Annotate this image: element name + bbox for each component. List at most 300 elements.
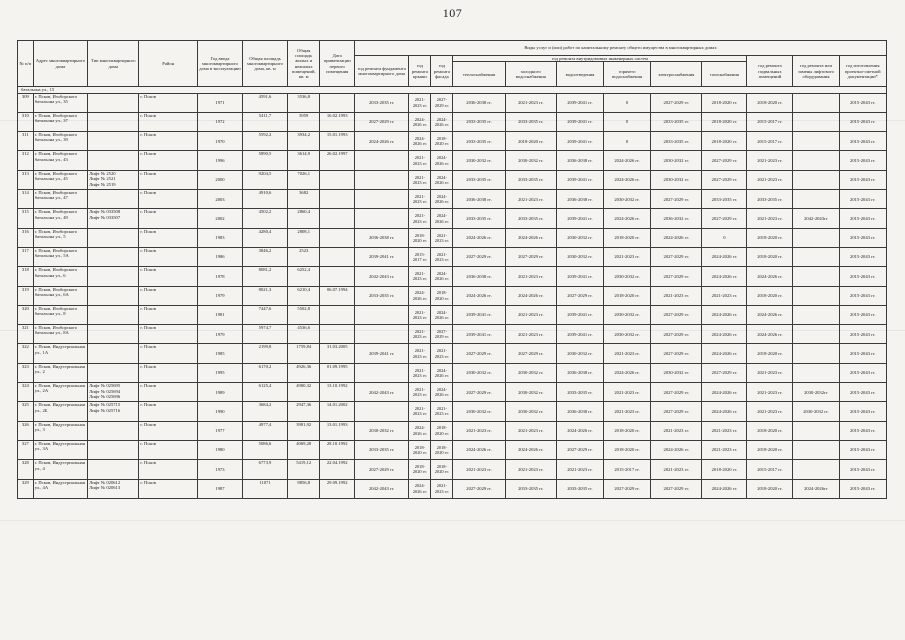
lift-number: Лифт № 025696 (89, 394, 121, 400)
cell-heating: 2036-2038 гг. (453, 93, 505, 112)
lift-number: Лифт № 020613 (89, 485, 121, 491)
cell-gas: 2024-2026 гг. (702, 402, 747, 421)
header-drainage: водоотведения (556, 62, 603, 87)
cell-elevator (793, 151, 839, 170)
cell-cold-water: 2021-2023 гг. (505, 190, 556, 209)
cell-hot-water: 2024-2026 гг. (604, 170, 651, 189)
cell-project-docs: 2015-2043 гг. (839, 228, 887, 247)
cell-district: г. Псков (139, 93, 198, 112)
cell-lift-type (88, 267, 139, 286)
lift-number: Лифт № 2521 (89, 176, 116, 182)
cell-basement: 2018-2020 гг. (747, 421, 793, 440)
scan-line (0, 120, 905, 121)
cell-cold-water: 2021-2023 гг. (505, 325, 556, 344)
cell-year-built: 1972 (198, 112, 243, 131)
cell-foundation: 2033-2035 гг. (354, 286, 408, 305)
header-num: № п/п (18, 41, 34, 87)
cell-district: г. Псков (139, 209, 198, 228)
scan-line (0, 520, 905, 521)
cell-district: г. Псков (139, 421, 198, 440)
cell-facade: 2021-2023 гг. (431, 402, 453, 421)
cell-hot-water: 0 (604, 112, 651, 131)
cell-living-area: 8856,8 (288, 479, 320, 498)
table-row (18, 402, 887, 421)
cell-basement: 2015-2017 гг. (747, 132, 793, 151)
cell-district: г. Псков (139, 479, 198, 498)
cell-facade: 2024-2026 гг. (431, 383, 453, 402)
cell-electricity: 2021-2023 гг. (651, 460, 702, 479)
capital-repair-table (17, 40, 887, 499)
cell-num: 313 (18, 170, 34, 189)
header-year-built: Год ввода многоквартирного дома в эксплуатацию (198, 41, 243, 87)
cell-elevator (793, 363, 839, 382)
header-heating: теплоснабжения (453, 62, 505, 87)
cell-foundation: 2039-2041 гг. (354, 247, 408, 266)
cell-cold-water: 2024-2026 гг. (505, 286, 556, 305)
cell-hot-water: 2030-2032 гг. (604, 325, 651, 344)
cell-address: г. Псков, Индустриальная ул., 3 (33, 421, 87, 440)
cell-heating: 2021-2023 гг. (453, 460, 505, 479)
cell-drainage: 2039-2041 гг. (556, 325, 603, 344)
cell-num: 314 (18, 190, 34, 209)
cell-district: г. Псков (139, 305, 198, 324)
cell-address: г. Псков, Изоборского батальона ул., 8А (33, 325, 87, 344)
cell-lift-type (88, 132, 139, 151)
cell-total-area: 2199,8 (243, 344, 288, 363)
cell-drainage: 2036-2038 гг. (556, 363, 603, 382)
table-row (18, 228, 887, 247)
cell-living-area: 3934,2 (288, 132, 320, 151)
cell-lift-type (88, 190, 139, 209)
cell-lift-type (88, 286, 139, 305)
cell-facade: 2018-2020 гг. (431, 460, 453, 479)
cell-electricity: 2027-2029 гг. (651, 267, 702, 286)
table-row (18, 479, 887, 498)
cell-total-area: 4977,4 (243, 421, 288, 440)
cell-district: г. Псков (139, 286, 198, 305)
cell-elevator: 2042-2043гг (793, 209, 839, 228)
cell-gas: 2018-2020 гг. (702, 132, 747, 151)
cell-total-area: 5411,7 (243, 112, 288, 131)
cell-privatization-date (320, 228, 355, 247)
cell-lift-type (88, 170, 139, 189)
cell-project-docs: 2015-2043 гг. (839, 383, 887, 402)
cell-roof: 2024-2026 гг. (409, 112, 431, 131)
cell-electricity: 2027-2029 гг. (651, 383, 702, 402)
cell-project-docs: 2015-2043 гг. (839, 170, 887, 189)
cell-year-built: 1981 (198, 305, 243, 324)
cell-total-area: 6773,9 (243, 460, 288, 479)
cell-drainage: 2030-2032 гг. (556, 344, 603, 363)
cell-drainage: 2021-2023 гг. (556, 460, 603, 479)
cell-gas: 2024-2026 гг. (702, 305, 747, 324)
cell-gas: 2018-2020 гг. (702, 112, 747, 131)
cell-gas: 0 (702, 228, 747, 247)
header-living-area: Общая площадь жилых и нежилых помещений, кв. м (288, 41, 320, 87)
cell-elevator (793, 460, 839, 479)
cell-drainage: 2039-2041 гг. (556, 209, 603, 228)
cell-roof: 2021-2023 гг. (409, 190, 431, 209)
cell-electricity: 2024-2026 гг. (651, 228, 702, 247)
cell-basement: 2021-2023 гг. (747, 209, 793, 228)
cell-project-docs: 2015-2043 гг. (839, 286, 887, 305)
cell-roof: 2018-2020 гг. (409, 460, 431, 479)
table-row (18, 383, 887, 402)
cell-elevator (793, 440, 839, 459)
cell-privatization-date (320, 190, 355, 209)
cell-heating: 2030-2032 гг. (453, 402, 505, 421)
cell-total-area: 4591,6 (243, 93, 288, 112)
cell-drainage: 2039-2041 гг. (556, 93, 603, 112)
cell-cold-water: 2021-2023 гг. (505, 305, 556, 324)
cell-hot-water: 2018-2020 гг. (604, 286, 651, 305)
lift-number: Лифт № 025715 (89, 402, 121, 408)
cell-privatization-date: 13.01.1993 (320, 421, 355, 440)
cell-district: г. Псков (139, 460, 198, 479)
cell-privatization-date: 06.07.1994 (320, 286, 355, 305)
cell-roof: 2021-2023 гг. (409, 151, 431, 170)
cell-lift-type (88, 325, 139, 344)
cell-project-docs: 2015-2043 гг. (839, 479, 887, 498)
cell-facade: 2024-2026 гг. (431, 305, 453, 324)
cell-district: г. Псков (139, 363, 198, 382)
header-basement: год ремонта подвальных помещений (747, 56, 793, 87)
cell-cold-water: 2033-2035 гг. (505, 170, 556, 189)
cell-facade: 2021-2023 гг. (431, 344, 453, 363)
cell-foundation (354, 209, 408, 228)
cell-facade: 2027-2029 гг. (431, 93, 453, 112)
cell-num: 327 (18, 440, 34, 459)
cell-drainage: 2039-2041 гг. (556, 305, 603, 324)
lift-number: Лифт № 033508 (89, 209, 121, 215)
cell-roof: 2021-2023 гг. (409, 402, 431, 421)
scan-line (0, 330, 905, 331)
cell-total-area: 5592,2 (243, 132, 288, 151)
cell-facade: 2024-2026 гг. (431, 209, 453, 228)
cell-heating: 2027-2029 гг. (453, 344, 505, 363)
cell-privatization-date (320, 93, 355, 112)
cell-address: г. Псков, Изоборского батальона ул., 37 (33, 112, 87, 131)
cell-lift-type (88, 344, 139, 363)
cell-year-built: 1985 (198, 344, 243, 363)
header-privatization-date: Дата приватизации первого помещения (320, 41, 355, 87)
cell-hot-water: 2018-2020 гг. (604, 440, 651, 459)
cell-num: 317 (18, 247, 34, 266)
cell-heating: 2039-2041 гг. (453, 305, 505, 324)
cell-drainage: 2024-2026 гг. (556, 421, 603, 440)
cell-electricity: 2027-2029 гг. (651, 325, 702, 344)
cell-num: 311 (18, 132, 34, 151)
cell-roof: 2024-2026 гг. (409, 479, 431, 498)
cell-roof: 2021-2023 гг. (409, 325, 431, 344)
cell-facade: 2024-2026 гг. (431, 267, 453, 286)
cell-district: г. Псков (139, 190, 198, 209)
cell-electricity: 2024-2026 гг. (651, 440, 702, 459)
cell-heating: 2021-2023 гг. (453, 421, 505, 440)
lift-number: Лифт № 2520 (89, 170, 116, 176)
cell-year-built: 1979 (198, 325, 243, 344)
cell-foundation: 2042-2043 гг. (354, 267, 408, 286)
cell-num: 321 (18, 325, 34, 344)
cell-year-built: 1973 (198, 460, 243, 479)
cell-basement: 2033-2035 гг. (747, 190, 793, 209)
cell-living-area: 3536,8 (288, 93, 320, 112)
cell-heating: 2030-2032 гг. (453, 363, 505, 382)
cell-lift-type (88, 112, 139, 131)
table-row (18, 93, 887, 112)
cell-heating: 2024-2026 гг. (453, 228, 505, 247)
cell-hot-water: 2030-2032 гг. (604, 190, 651, 209)
cell-roof: 2021-2023 гг. (409, 344, 431, 363)
cell-address: г. Псков, Изоборского батальона ул., 49 (33, 209, 87, 228)
cell-gas: 2021-2023 гг. (702, 286, 747, 305)
cell-num: 318 (18, 267, 34, 286)
cell-gas: 2024-2026 гг. (702, 383, 747, 402)
cell-num: 312 (18, 151, 34, 170)
cell-hot-water: 0 (604, 93, 651, 112)
continuation-caption: батальона ул., 15 (18, 87, 887, 93)
cell-lift-type (88, 93, 139, 112)
cell-district: г. Псков (139, 132, 198, 151)
cell-cold-water: 2021-2023 гг. (505, 93, 556, 112)
cell-living-area: 4069,28 (288, 440, 320, 459)
cell-privatization-date (320, 209, 355, 228)
cell-drainage: 2030-2032 гг. (556, 228, 603, 247)
cell-num: 316 (18, 228, 34, 247)
cell-total-area: 4502,2 (243, 209, 288, 228)
cell-hot-water: 2030-2032 гг. (604, 305, 651, 324)
lift-number: Лифт № 025716 (89, 407, 121, 413)
header-works-group: Виды услуг и (или) работ по капитальному ремонту общего имущества в многоквартирных домах (354, 41, 886, 56)
table-row (18, 170, 887, 189)
cell-district: г. Псков (139, 267, 198, 286)
cell-basement: 2015-2017 гг. (747, 460, 793, 479)
cell-total-area: 4280,4 (243, 228, 288, 247)
cell-hot-water: 2027-2029 гг. (604, 479, 651, 498)
cell-living-area: 4900,32 (288, 383, 320, 402)
cell-address: г. Псков, Изоборского батальона ул., 5А (33, 247, 87, 266)
cell-project-docs: 2015-2043 гг. (839, 112, 887, 131)
cell-basement: 2018-2020 гг. (747, 93, 793, 112)
cell-district: г. Псков (139, 344, 198, 363)
cell-drainage: 2027-2029 гг. (556, 286, 603, 305)
cell-district: г. Псков (139, 247, 198, 266)
cell-address: г. Псков, Индустриальная ул., 2Б (33, 402, 87, 421)
cell-electricity: 2036-2032 гг. (651, 209, 702, 228)
cell-elevator (793, 228, 839, 247)
cell-address: г. Псков, Изоборского батальона ул., 39 (33, 132, 87, 151)
cell-district: г. Псков (139, 170, 198, 189)
cell-project-docs: 2015-2043 гг. (839, 93, 887, 112)
cell-hot-water: 0 (604, 132, 651, 151)
cell-heating: 2027-2029 гг. (453, 479, 505, 498)
cell-address: г. Псков, Индустриальная ул., 4А (33, 479, 87, 498)
cell-elevator (793, 267, 839, 286)
cell-foundation: 2027-2029 гг. (354, 112, 408, 131)
cell-project-docs: 2015-2043 гг. (839, 305, 887, 324)
cell-basement: 2018-2020 гг. (747, 344, 793, 363)
cell-living-area: 2860,4 (288, 209, 320, 228)
cell-lift-type (88, 363, 139, 382)
cell-elevator (793, 286, 839, 305)
cell-heating: 2024-2026 гг. (453, 440, 505, 459)
cell-num: 328 (18, 460, 34, 479)
table-row (18, 460, 887, 479)
cell-drainage: 2036-2038 гг. (556, 151, 603, 170)
cell-living-area: 2808,1 (288, 228, 320, 247)
cell-project-docs: 2015-2043 гг. (839, 325, 887, 344)
cell-foundation: 2042-2043 гг. (354, 383, 408, 402)
cell-gas: 2027-2029 гг. (702, 170, 747, 189)
cell-roof: 2024-2026 гг. (409, 132, 431, 151)
cell-gas: 2018-2020 гг. (702, 460, 747, 479)
table-row (18, 325, 887, 344)
cell-lift-type (88, 460, 139, 479)
cell-address: г. Псков, Изоборского батальона ул., 6 (33, 267, 87, 286)
cell-total-area: 6170,2 (243, 363, 288, 382)
cell-electricity: 2027-2029 гг. (651, 247, 702, 266)
cell-project-docs: 2015-2043 гг. (839, 267, 887, 286)
cell-project-docs: 2015-2043 гг. (839, 209, 887, 228)
cell-num: 309 (18, 93, 34, 112)
cell-year-built: 1979 (198, 286, 243, 305)
cell-hot-water: 2030-2032 гг. (604, 267, 651, 286)
cell-facade: 2024-2026 гг. (431, 112, 453, 131)
cell-cold-water: 2033-2035 гг. (505, 112, 556, 131)
cell-heating: 2033-2035 гг. (453, 209, 505, 228)
cell-lift-type (88, 305, 139, 324)
cell-basement: 2021-2023 гг. (747, 151, 793, 170)
cell-cold-water: 2030-2032 гг. (505, 383, 556, 402)
cell-total-area: 6125,4 (243, 383, 288, 402)
table-row (18, 267, 887, 286)
cell-heating: 2027-2029 гг. (453, 383, 505, 402)
cell-project-docs: 2015-2043 гг. (839, 363, 887, 382)
cell-gas: 2033-2035 гг. (702, 190, 747, 209)
cell-project-docs: 2015-2043 гг. (839, 247, 887, 266)
cell-project-docs: 2015-2043 гг. (839, 344, 887, 363)
cell-cold-water: 2024-2026 гг. (505, 440, 556, 459)
cell-roof: 2021-2023 гг. (409, 93, 431, 112)
cell-hot-water: 2024-2026 гг. (604, 209, 651, 228)
cell-gas: 2024-2026 гг. (702, 325, 747, 344)
cell-living-area: 3981,92 (288, 421, 320, 440)
table-body (18, 87, 887, 499)
cell-lift-type (88, 383, 139, 402)
cell-year-built: 1995 (198, 363, 243, 382)
cell-living-area: 4536,6 (288, 325, 320, 344)
cell-roof: 2024-2026 гг. (409, 421, 431, 440)
cell-gas: 2024-2026 гг. (702, 479, 747, 498)
cell-num: 326 (18, 421, 34, 440)
cell-total-area: 8021,3 (243, 286, 288, 305)
cell-project-docs: 2015-2043 гг. (839, 440, 887, 459)
cell-hot-water: 2018-2020 гг. (604, 228, 651, 247)
cell-total-area: 5086,6 (243, 440, 288, 459)
header-foundation: год ремонта фундамента многоквартирного дома (354, 56, 408, 87)
table-row (18, 132, 887, 151)
cell-hot-water: 2024-2026 гг. (604, 363, 651, 382)
cell-cold-water: 2027-2029 гг. (505, 344, 556, 363)
cell-address: г. Псков, Индустриальная ул., 3А (33, 440, 87, 459)
cell-year-built: 1978 (198, 267, 243, 286)
cell-year-built: 2002 (198, 209, 243, 228)
cell-address: г. Псков, Изоборского батальона ул., 35 (33, 93, 87, 112)
cell-facade: 2021-2023 гг. (431, 228, 453, 247)
header-facade: год ремонта фасада (431, 56, 453, 87)
header-electricity: электроснабжения (651, 62, 702, 87)
cell-cold-water: 2027-2029 гг. (505, 247, 556, 266)
lift-number: Лифт № 2519 (89, 181, 116, 187)
cell-basement: 2021-2023 гг. (747, 383, 793, 402)
cell-year-built: 1971 (198, 93, 243, 112)
cell-facade: 2024-2026 гг. (431, 190, 453, 209)
cell-gas: 2021-2023 гг. (702, 421, 747, 440)
table-row (18, 190, 887, 209)
cell-living-area: 6210,4 (288, 286, 320, 305)
cell-electricity: 2027-2029 гг. (651, 93, 702, 112)
cell-district: г. Псков (139, 440, 198, 459)
cell-hot-water: 2021-2023 гг. (604, 247, 651, 266)
cell-drainage: 2036-2038 гг. (556, 402, 603, 421)
cell-num: 324 (18, 383, 34, 402)
cell-privatization-date: 16.02.1993 (320, 112, 355, 131)
cell-privatization-date: 14.01.2002 (320, 402, 355, 421)
header-total-area: Общая площадь многоквартирного дома, кв. м (243, 41, 288, 87)
cell-project-docs: 2015-2043 гг. (839, 132, 887, 151)
cell-num: 322 (18, 344, 34, 363)
cell-basement: 2018-2020 гг. (747, 286, 793, 305)
cell-address: г. Псков, Индустриальная ул., 4 (33, 460, 87, 479)
cell-cold-water: 2030-2032 гг. (505, 151, 556, 170)
cell-electricity: 2027-2029 гг. (651, 479, 702, 498)
cell-total-area: 3846,2 (243, 247, 288, 266)
cell-privatization-date: 22.04.1992 (320, 460, 355, 479)
cell-district: г. Псков (139, 151, 198, 170)
cell-foundation: 2033-2035 гг. (354, 93, 408, 112)
cell-heating: 2033-2035 гг. (453, 112, 505, 131)
cell-hot-water: 2021-2023 гг. (604, 383, 651, 402)
table-row (18, 363, 887, 382)
cell-heating: 2033-2035 гг. (453, 132, 505, 151)
cell-project-docs: 2015-2043 гг. (839, 151, 887, 170)
lift-number: Лифт № 025694 (89, 388, 121, 394)
cell-cold-water: 2021-2023 гг. (505, 267, 556, 286)
cell-gas: 2021-2023 гг. (702, 440, 747, 459)
header-project-docs: год изготовления проектно-сметной документации* (839, 56, 887, 87)
table-row (18, 286, 887, 305)
cell-cold-water: 2024-2026 гг. (505, 228, 556, 247)
cell-foundation: 2030-2032 гг. (354, 421, 408, 440)
cell-year-built: 1989 (198, 383, 243, 402)
cell-electricity: 2021-2023 гг. (651, 421, 702, 440)
cell-electricity: 2030-2032 гг. (651, 151, 702, 170)
table-row (18, 305, 887, 324)
cell-heating: 2027-2029 гг. (453, 247, 505, 266)
cell-foundation (354, 402, 408, 421)
header-cold-water: холодного водоснабжения (505, 62, 556, 87)
cell-elevator (793, 170, 839, 189)
cell-basement: 2021-2023 гг. (747, 170, 793, 189)
cell-privatization-date: 28.10.1992 (320, 440, 355, 459)
cell-cold-water: 2033-2035 гг. (505, 209, 556, 228)
cell-basement: 2021-2023 гг. (747, 363, 793, 382)
cell-facade: 2024-2026 гг. (431, 170, 453, 189)
cell-privatization-date (320, 267, 355, 286)
header-address: Адрес многоквартирного дома (33, 41, 87, 87)
cell-num: 310 (18, 112, 34, 131)
cell-gas: 2027-2029 гг. (702, 209, 747, 228)
